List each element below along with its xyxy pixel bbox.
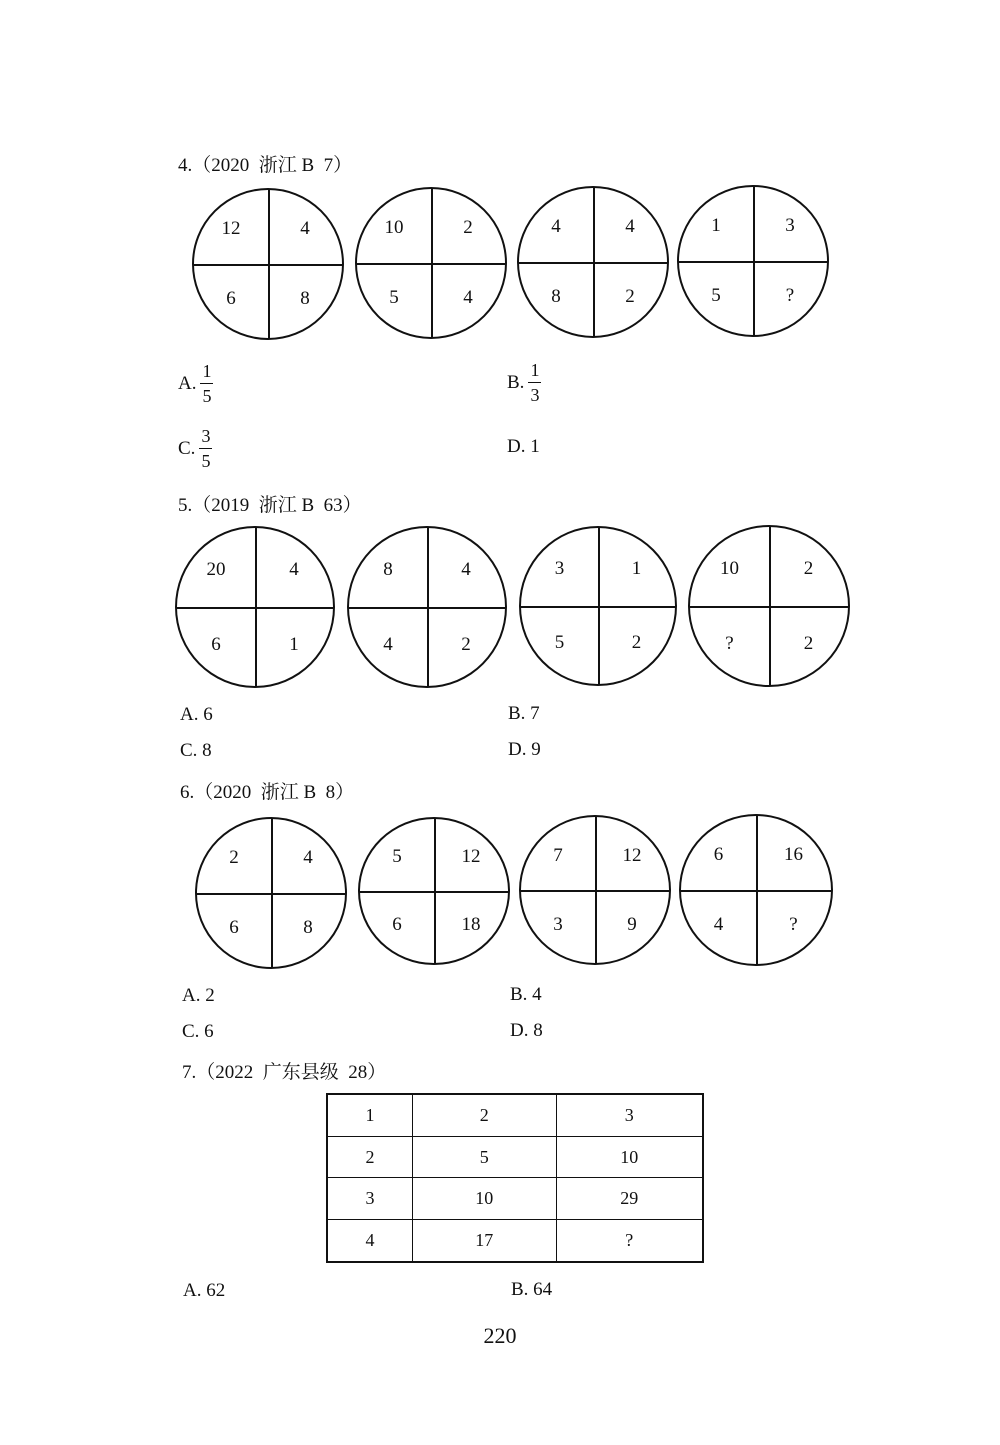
question-4-title: 4.（2020 浙江 B 7） [178, 155, 353, 176]
q6-c2-bottom-left: 6 [392, 914, 402, 935]
q7-option-b[interactable]: B. 64 [511, 1279, 553, 1300]
q5-option-b[interactable]: B. 7 [508, 703, 540, 724]
table-cell: 3 [327, 1178, 412, 1220]
q6-option-a[interactable]: A. 2 [182, 985, 215, 1006]
q4-c4-bottom-right: ? [785, 285, 795, 306]
q6-option-c[interactable]: C. 6 [182, 1021, 214, 1042]
q4-c4-top-right: 3 [785, 215, 795, 236]
q5-c2-top-left: 8 [383, 558, 393, 580]
q4-c3-top-right: 4 [625, 216, 635, 237]
q4-c1-top-right: 4 [300, 218, 310, 239]
q4-option-c[interactable] [178, 427, 212, 470]
q5-c2-top-right: 4 [461, 558, 471, 580]
q4-option-b-label: B. [507, 371, 525, 393]
q5-c3-bottom-left: 5 [554, 632, 565, 653]
q4-c3-top-left: 4 [551, 216, 561, 237]
q4-c2-top-right: 2 [463, 217, 473, 238]
q5-circle-3 [519, 526, 677, 686]
q6-c4-bottom-left: 4 [713, 914, 724, 935]
q5-c1-top-right: 4 [289, 558, 299, 580]
q4-c1-bottom-right: 8 [300, 288, 310, 309]
table-row [327, 1094, 703, 1136]
q4-c1-bottom-left: 6 [226, 288, 236, 309]
q6-c4-top-right: 16 [784, 844, 803, 865]
q5-option-d[interactable]: D. 9 [508, 739, 541, 760]
q5-c4-top-left: 10 [720, 557, 739, 579]
q6-c3-top-right: 12 [622, 844, 642, 866]
q4-c2-bottom-right: 4 [463, 287, 473, 308]
q6-c4-bottom-right: ? [789, 914, 798, 935]
q4-option-a[interactable] [178, 362, 213, 405]
table-cell: 4 [327, 1220, 412, 1262]
table-row [327, 1136, 703, 1178]
table-cell: 3 [556, 1094, 703, 1136]
table-row [327, 1178, 703, 1220]
q6-c1-top-left: 2 [229, 847, 239, 868]
page-number: 220 [483, 1323, 517, 1348]
q6-circle-4 [679, 814, 833, 966]
q4-c3-bottom-right: 2 [625, 286, 635, 307]
q5-circle-4 [688, 525, 850, 687]
table-cell: 5 [412, 1136, 556, 1178]
fraction-numerator: 3 [199, 427, 212, 449]
q5-option-a[interactable]: A. 6 [180, 704, 213, 725]
q6-option-d[interactable]: D. 8 [510, 1020, 543, 1041]
q4-circle-4 [677, 185, 829, 337]
fraction-denominator: 3 [530, 385, 540, 405]
q5-c2-bottom-left: 4 [383, 633, 393, 655]
q6-c3-bottom-left: 3 [553, 913, 563, 935]
q5-circle-1 [175, 526, 335, 688]
q5-c4-top-right: 2 [803, 557, 814, 579]
q4-circle-3 [517, 186, 669, 338]
q4-option-d[interactable]: D. 1 [507, 436, 540, 457]
table-cell: 1 [327, 1094, 412, 1136]
q5-circle-2 [347, 526, 507, 688]
q6-circle-3 [519, 815, 671, 965]
q7-number-table [326, 1093, 704, 1263]
question-7-title: 7.（2022 广东县级 28） [182, 1062, 387, 1083]
q7-option-a[interactable]: A. 62 [183, 1280, 226, 1301]
fraction-numerator: 1 [200, 362, 213, 384]
q5-c4-bottom-left: ? [725, 632, 734, 654]
table-cell: 29 [556, 1178, 703, 1220]
table-cell: 10 [412, 1178, 556, 1220]
question-6-title: 6.（2020 浙江 B 8） [180, 782, 355, 803]
q4-c2-top-left: 10 [384, 217, 404, 238]
q4-option-b-fraction [528, 361, 541, 404]
q6-c3-bottom-right: 9 [627, 913, 637, 935]
q4-option-a-fraction [200, 362, 213, 405]
q6-c2-bottom-right: 18 [461, 914, 481, 935]
q4-c3-bottom-left: 8 [551, 286, 561, 307]
table-cell: 2 [327, 1136, 412, 1178]
q6-c1-top-right: 4 [303, 847, 313, 868]
q6-c2-top-right: 12 [461, 846, 481, 867]
q4-circle-1 [192, 188, 344, 340]
q6-c4-top-left: 6 [713, 844, 724, 865]
table-cell: ? [556, 1220, 703, 1262]
q4-option-c-label: C. [178, 437, 196, 459]
q5-c3-top-right: 1 [631, 558, 642, 579]
q5-c2-bottom-right: 2 [461, 633, 471, 655]
q5-c1-bottom-left: 6 [211, 633, 221, 655]
q5-c3-top-left: 3 [554, 558, 565, 579]
table-cell: 10 [556, 1136, 703, 1178]
question-5-title: 5.（2019 浙江 B 63） [178, 495, 362, 516]
q4-option-b[interactable] [507, 361, 541, 404]
q5-c3-bottom-right: 2 [631, 632, 642, 653]
fraction-denominator: 5 [202, 386, 212, 406]
table-cell: 2 [412, 1094, 556, 1136]
q6-circle-1 [195, 817, 347, 969]
q6-c1-bottom-right: 8 [303, 917, 313, 938]
q4-option-c-fraction [199, 427, 212, 470]
q6-c2-top-left: 5 [392, 846, 402, 867]
q4-circle-2 [355, 187, 507, 339]
q6-c1-bottom-left: 6 [229, 917, 239, 938]
q4-option-a-label: A. [178, 372, 197, 394]
q6-circle-2 [358, 817, 510, 965]
q5-c1-bottom-right: 1 [289, 633, 299, 655]
q4-c1-top-left: 12 [221, 218, 241, 239]
q6-option-b[interactable]: B. 4 [510, 984, 542, 1005]
q4-c2-bottom-left: 5 [389, 287, 399, 308]
q6-c3-top-left: 7 [553, 844, 563, 866]
fraction-denominator: 5 [201, 451, 211, 471]
fraction-numerator: 1 [528, 361, 541, 383]
table-cell: 17 [412, 1220, 556, 1262]
q5-c1-top-left: 20 [206, 558, 226, 580]
q5-option-c[interactable]: C. 8 [180, 740, 212, 761]
q4-c4-top-left: 1 [711, 215, 721, 236]
q4-c4-bottom-left: 5 [711, 285, 721, 306]
table-row [327, 1220, 703, 1262]
q5-c4-bottom-right: 2 [803, 632, 814, 654]
